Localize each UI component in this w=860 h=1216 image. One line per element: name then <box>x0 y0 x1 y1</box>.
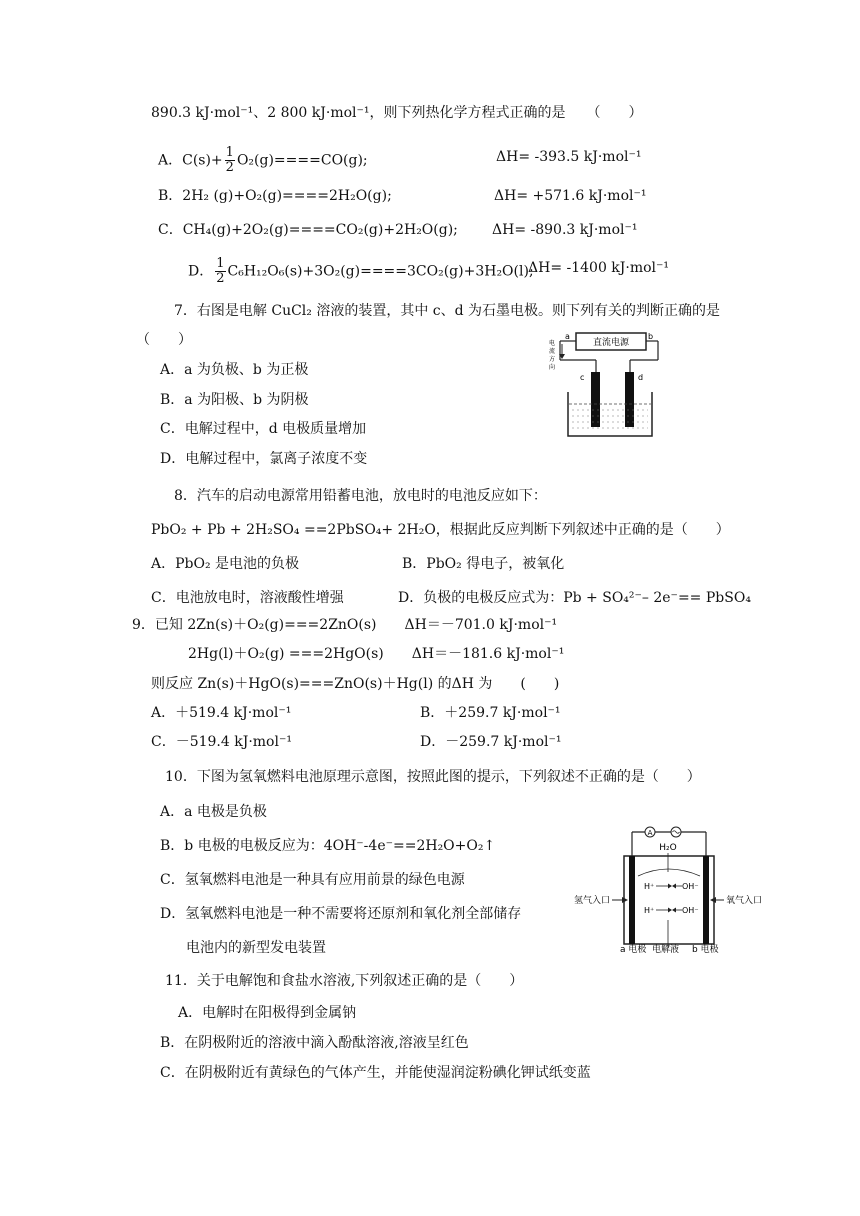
q9-option-d: D．－259.7 kJ·mol⁻¹ <box>420 734 562 750</box>
q7-option-a: A．a 为负极、b 为正极 <box>160 362 309 378</box>
q6-option-a <box>158 146 368 175</box>
electrode-c <box>591 372 600 427</box>
fuel-cell-diagram <box>572 820 768 954</box>
h2-inlet-label: 氢气入口 <box>574 896 611 906</box>
electrolysis-cell-diagram <box>540 330 666 442</box>
q11-option-b: B．在阴极附近的溶液中滴入酚酞溶液,溶液呈红色 <box>160 1035 469 1051</box>
q8-option-b: B．PbO₂ 得电子，被氧化 <box>402 556 565 572</box>
q6d-equation: C₆H₁₂O₆(s)+3O₂(g)====3CO₂(g)+3H₂O(l); <box>227 263 534 280</box>
terminal-a-label: a <box>565 332 570 341</box>
q8-equation: PbO₂ + Pb + 2H₂SO₄ ==2PbSO₄+ 2H₂O，根据此反应判断下列叙述中正确的是（ ） <box>151 522 730 538</box>
q6c-enthalpy: ΔH= -890.3 kJ·mol⁻¹ <box>492 222 638 238</box>
half-fraction: $\frac{1}{2}$ <box>216 256 225 286</box>
q9-equation-2: 2Hg(l)＋O₂(g) ===2HgO(s) ΔH＝－181.6 kJ·mol⁻¹ <box>188 646 565 662</box>
dc-power-label: 直流电源 <box>592 338 630 348</box>
q6a-prefix: A．C(s)+ <box>158 152 223 169</box>
q7-option-b: B．a 为阳极、b 为阴极 <box>160 392 309 408</box>
q7-option-c: C．电解过程中，d 电极质量增加 <box>160 421 367 437</box>
electrode-a <box>629 856 635 944</box>
q10-option-d: D．氢氧燃料电池是一种不需要将还原剂和氧化剂全部储存 <box>160 906 522 922</box>
q9-option-b: B．＋259.7 kJ·mol⁻¹ <box>420 705 561 721</box>
q6-option-b: B．2H₂ (g)+O₂(g)====2H₂O(g); <box>158 188 392 204</box>
q7-stem: 7．右图是电解 CuCl₂ 溶液的装置，其中 c、d 为石墨电极。则下列有关的判断正确的是 <box>174 303 721 319</box>
electrode-c-label: c <box>580 373 585 382</box>
q11-stem: 11．关于电解饱和食盐水溶液,下列叙述正确的是（ ） <box>165 973 524 989</box>
q6d-enthalpy: ΔH= -1400 kJ·mol⁻¹ <box>528 260 670 276</box>
a-electrode-label: a 电极 <box>620 945 647 954</box>
current-dir-1: 电 <box>549 340 556 347</box>
electrode-d-label: d <box>638 373 644 382</box>
beaker <box>568 392 652 436</box>
q9-option-c: C．－519.4 kJ·mol⁻¹ <box>151 734 292 750</box>
b-electrode-label: b 电极 <box>692 945 719 954</box>
q7-option-d: D．电解过程中，氯离子浓度不变 <box>160 451 368 467</box>
electrode-d <box>625 372 634 427</box>
q9-stem: 9．已知 2Zn(s)＋O₂(g)===2ZnO(s) ΔH＝－701.0 kJ·mol⁻¹ <box>132 617 558 633</box>
q11-option-c: C．在阴极附近有黄绿色的气体产生，并能使湿润淀粉碘化钾试纸变蓝 <box>160 1065 591 1081</box>
terminal-b-label: b <box>648 332 654 341</box>
electrolyte-label: 电解液 <box>652 945 680 954</box>
q6a-equation: O₂(g)====CO(g); <box>236 152 368 169</box>
q8-stem: 8．汽车的启动电源常用铅蓄电池，放电时的电池反应如下： <box>174 488 547 504</box>
current-dir-2: 流 <box>549 348 556 355</box>
q8-option-d: D．负极的电极反应式为：Pb + SO₄²⁻– 2e⁻== PbSO₄ <box>398 590 751 606</box>
q6a-enthalpy: ΔH= -393.5 kJ·mol⁻¹ <box>496 149 642 165</box>
q6-option-c: C．CH₄(g)+2O₂(g)====CO₂(g)+2H₂O(g); <box>158 222 458 238</box>
ammeter-label: A <box>647 829 653 837</box>
q6d-prefix: D． <box>188 263 214 280</box>
electrode-b <box>703 856 709 944</box>
q9-option-a: A．＋519.4 kJ·mol⁻¹ <box>151 705 292 721</box>
q6b-enthalpy: ΔH= +571.6 kJ·mol⁻¹ <box>494 188 647 204</box>
water-label: H₂O <box>659 843 677 853</box>
ohminus-label-1: OH⁻ <box>682 882 699 891</box>
half-fraction: $\frac{1}{2}$ <box>225 145 234 175</box>
q8-option-a: A．PbO₂ 是电池的负极 <box>151 556 300 572</box>
o2-inlet-label: 氧气入口 <box>726 896 763 906</box>
hplus-label-2: H⁺ <box>644 906 655 915</box>
q10-option-b: B．b 电极的电极反应为：4OH⁻-4e⁻==2H₂O+O₂↑ <box>160 838 496 854</box>
q8-option-c: C．电池放电时，溶液酸性增强 <box>151 590 344 606</box>
q10-option-c: C．氢氧燃料电池是一种具有应用前景的绿色电源 <box>160 872 465 888</box>
q7-answer-paren: （ ） <box>136 332 192 348</box>
q6-stem-tail: 890.3 kJ·mol⁻¹、2 800 kJ·mol⁻¹，则下列热化学方程式正确的是 （ ） <box>151 105 643 121</box>
current-dir-4: 向 <box>549 364 556 371</box>
current-dir-3: 方 <box>549 356 556 363</box>
q10-option-d-cont: 电池内的新型发电装置 <box>186 940 326 956</box>
ohminus-label-2: OH⁻ <box>682 906 699 915</box>
hplus-label-1: H⁺ <box>644 882 655 891</box>
water-flow <box>638 869 700 876</box>
q10-stem: 10．下图为氢氧燃料电池原理示意图，按照此图的提示，下列叙述不正确的是（ ） <box>165 769 701 785</box>
q11-option-a: A．电解时在阳极得到金属钠 <box>178 1005 357 1021</box>
q10-option-a: A．a 电极是负极 <box>160 804 267 820</box>
q6-option-d <box>188 257 534 286</box>
q9-question: 则反应 Zn(s)＋HgO(s)===ZnO(s)＋Hg(l) 的ΔH 为 ( ) <box>151 676 560 692</box>
